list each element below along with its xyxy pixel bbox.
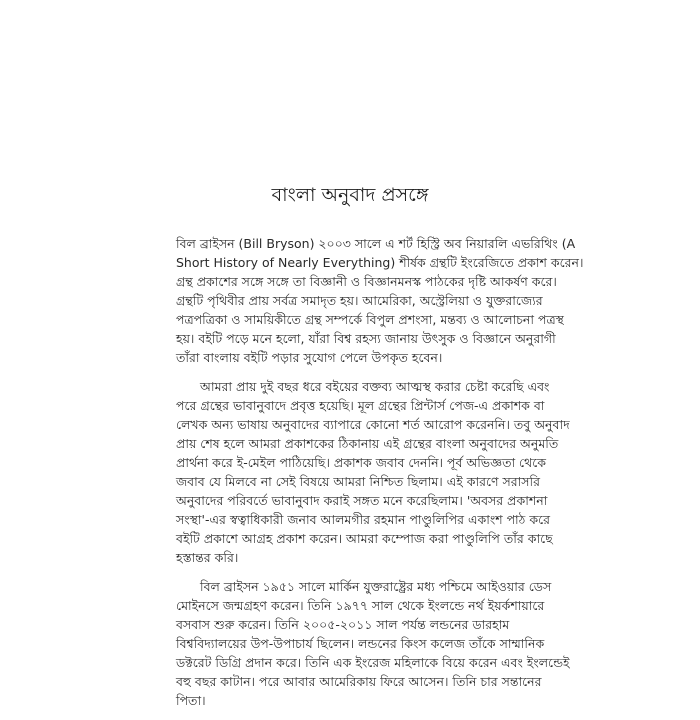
paragraph-translation [176, 377, 686, 567]
text-line: হস্তান্তর করি। [176, 550, 239, 565]
text-line: আমরা প্রায় দুই বছর ধরে বইয়ের বক্তব্য আত্মস্থ করার চেষ্টা করেছি এবং [200, 379, 550, 394]
text-line: বসবাস শুরু করেন। তিনি ২০০৫-২০১১ সাল পর্যন্ত লন্ডনের ডারহাম [176, 617, 510, 632]
text-line: গ্রন্থটি পৃথিবীর প্রায় সর্বত্র সমাদৃত হয়। আমেরিকা, অস্ট্রেলিয়া ও যুক্তরাজ্যের [176, 293, 543, 308]
text-line: গ্রন্থ প্রকাশের সঙ্গে সঙ্গে তা বিজ্ঞানী ও বিজ্ঞানমনস্ক পাঠকের দৃষ্টি আকর্ষণ করে। [176, 274, 557, 289]
text-line: প্রায় শেষ হলে আমরা প্রকাশকের ঠিকানায় এই গ্রন্থের বাংলা অনুবাদের অনুমতি [176, 436, 559, 451]
text-line: সংস্থা'-এর স্বত্বাধিকারী জনাব আলমগীর রহমান পাণ্ডুলিপির একাংশ পাঠ করে [176, 512, 550, 527]
page-title: বাংলা অনুবাদ প্রসঙ্গে [271, 184, 429, 206]
text-line: হয়। বইটি পড়ে মনে হলো, যাঁরা বিশ্ব রহস্য জানায় উৎসুক ও বিজ্ঞানে অনুরাগী [176, 331, 556, 346]
text-line: পিতা। [176, 693, 206, 708]
text-line: লেখক অন্য ভাষায় অনুবাদের ব্যাপারে কোনো শর্ত আরোপ করেননি। তবু অনুবাদ [176, 417, 570, 432]
text-line: পত্রপত্রিকা ও সাময়িকীতে গ্রন্থ সম্পর্কে বিপুল প্রশংসা, মন্তব্য ও আলোচনা পত্রস্থ [176, 312, 564, 327]
text-line: বিল ব্রাইসন ১৯৫১ সালে মার্কিন যুক্তরাষ্ট্রের মধ্য পশ্চিমে আইওয়ার ডেস [200, 579, 552, 594]
text-line: ডক্টরেট ডিগ্রি প্রদান করে। তিনি এক ইংরেজ মহিলাকে বিয়ে করেন এবং ইংলন্ডেই [176, 655, 570, 670]
text-line: পরে গ্রন্থের ভাবানুবাদে প্রবৃত্ত হয়েছি। মূল গ্রন্থের প্রিন্টার্স পেজ-এ প্রকাশক বা [176, 398, 545, 413]
text-line: জবাব যে মিলবে না সেই বিষয়ে আমরা নিশ্চিত ছিলাম। এই কারণে সরাসরি [176, 474, 540, 489]
text-line: বহু বছর কাটান। পরে আবার আমেরিকায় ফিরে আসেন। তিনি চার সন্তানের [176, 674, 542, 689]
text-line: বিশ্ববিদ্যালয়ের উপ-উপাচার্য ছিলেন। লন্ডনের কিংস কলেজ তাঁকে সাম্মানিক [176, 636, 545, 651]
text-line: অনুবাদের পরিবর্তে ভাবানুবাদ করাই সঙ্গত মনে করেছিলাম। 'অবসর প্রকাশনা [176, 493, 548, 508]
paragraph-intro [176, 234, 686, 367]
body-text [176, 234, 686, 720]
text-line: তাঁরা বাংলায় বইটি পড়ার সুযোগ পেলে উপকৃত হবেন। [176, 350, 443, 365]
text-line: মোইনসে জন্মগ্রহণ করেন। তিনি ১৯৭৭ সাল থেকে ইংলন্ডে নর্থ ইয়র্কশায়ারে [176, 598, 545, 613]
paragraph-author-bio [176, 577, 686, 710]
text-line: Short History of Nearly Everything) শীর্ষক গ্রন্থটি ইংরেজিতে প্রকাশ করেন। [176, 255, 584, 270]
text-line: বইটি প্রকাশে আগ্রহ প্রকাশ করেন। আমরা কম্পোজ করা পাণ্ডুলিপি তাঁর কাছে [176, 531, 553, 546]
text-line: প্রার্থনা করে ই-মেইল পাঠিয়েছি। প্রকাশক জবাব দেননি। পূর্ব অভিজ্ঞতা থেকে [176, 455, 546, 470]
text-line: বিল ব্রাইসন (Bill Bryson) ২০০৩ সালে এ শর্ট হিস্ট্রি অব নিয়ারলি এভরিথিং (A [176, 236, 576, 251]
